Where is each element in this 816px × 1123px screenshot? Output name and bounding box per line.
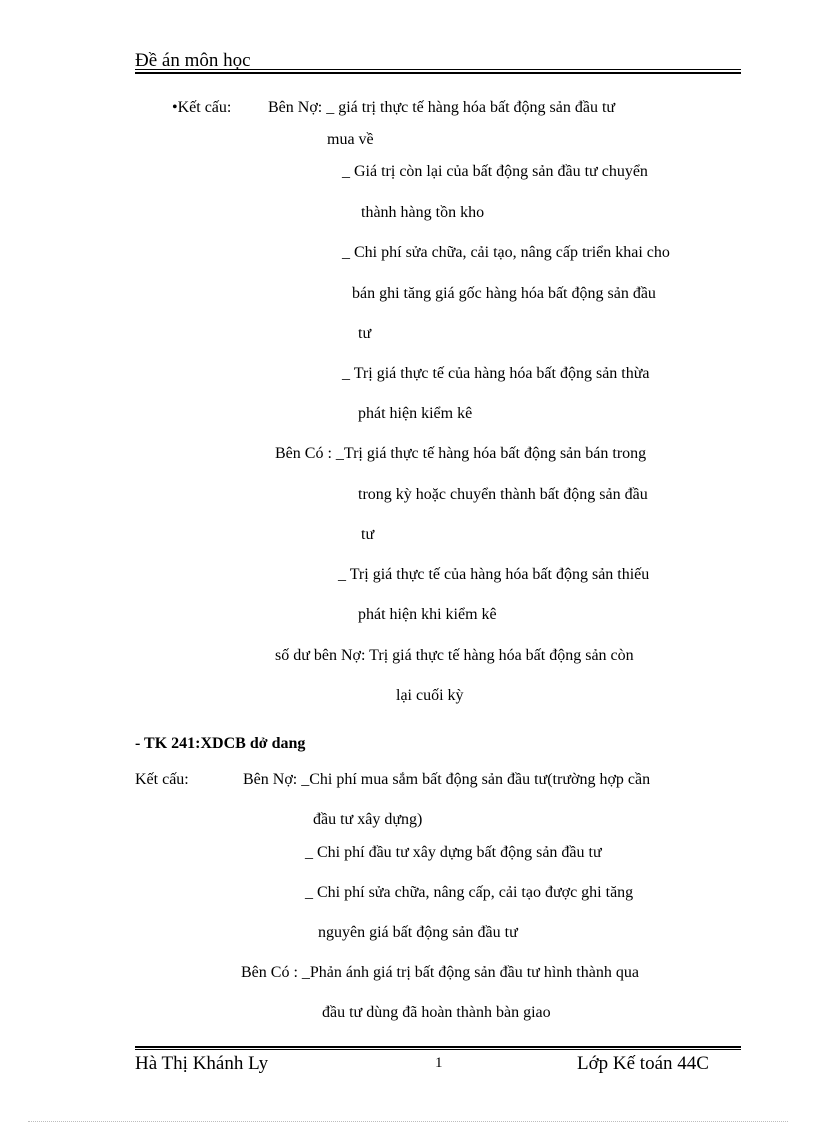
credit-side-heading: Bên Có : _Phản ánh giá trị bất động sản đầu tư hình thành qua — [241, 964, 639, 981]
debit-line: thành hàng tồn kho — [361, 204, 485, 221]
debit-line: _ Giá trị còn lại của bất động sản đầu tư chuyển — [342, 163, 648, 180]
structure-label: •Kết cấu: — [172, 99, 232, 116]
debit-balance: số dư bên Nợ: Trị giá thực tế hàng hóa bất động sản còn — [275, 647, 634, 664]
debit-line: bán ghi tăng giá gốc hàng hóa bất động sản đầu — [352, 285, 656, 302]
credit-line: phát hiện khi kiểm kê — [358, 606, 497, 623]
debit-side-heading: Bên Nợ: _ giá trị thực tế hàng hóa bất động sản đầu tư — [268, 99, 616, 116]
debit-line: tư — [358, 325, 372, 342]
page-header-title: Đề án môn học — [135, 50, 251, 71]
footer-rule-bottom — [135, 1049, 741, 1050]
credit-line: trong kỳ hoặc chuyển thành bất động sản đầu — [358, 486, 648, 503]
debit-line: nguyên giá bất động sản đầu tư — [318, 924, 518, 941]
debit-line: phát hiện kiểm kê — [358, 405, 473, 422]
debit-line: _ Chi phí sửa chữa, nâng cấp, cải tạo được ghi tăng — [305, 884, 634, 901]
debit-line: mua về — [327, 131, 374, 148]
debit-side-heading: Bên Nợ: _Chi phí mua sắm bất động sản đầu tư(trường hợp cần — [243, 771, 651, 788]
credit-side-heading: Bên Có : _Trị giá thực tế hàng hóa bất động sản bán trong — [275, 445, 647, 462]
credit-line: đầu tư dùng đã hoàn thành bàn giao — [322, 1004, 551, 1021]
debit-balance-line: lại cuối kỳ — [396, 687, 464, 704]
footer-class: Lớp Kế toán 44C — [577, 1053, 709, 1074]
footer-rule-top — [135, 1046, 741, 1048]
credit-line: _ Trị giá thực tế của hàng hóa bất động sản thiếu — [338, 566, 650, 583]
credit-line: tư — [361, 526, 375, 543]
page-edge-dotted-line — [28, 1121, 788, 1122]
structure-label: Kết cấu: — [135, 771, 189, 788]
debit-line: _ Trị giá thực tế của hàng hóa bất động sản thừa — [342, 365, 650, 382]
header-rule-top — [135, 69, 741, 70]
footer-author: Hà Thị Khánh Ly — [135, 1053, 269, 1074]
account-heading: - TK 241:XDCB dở dang — [135, 735, 306, 752]
debit-line: _ Chi phí đầu tư xây dựng bất động sản đầu tư — [305, 844, 602, 861]
debit-line: đầu tư xây dựng) — [313, 811, 423, 828]
header-rule-bottom — [135, 72, 741, 74]
page-number: 1 — [435, 1055, 443, 1071]
debit-line: _ Chi phí sửa chữa, cải tạo, nâng cấp triển khai cho — [342, 244, 670, 261]
